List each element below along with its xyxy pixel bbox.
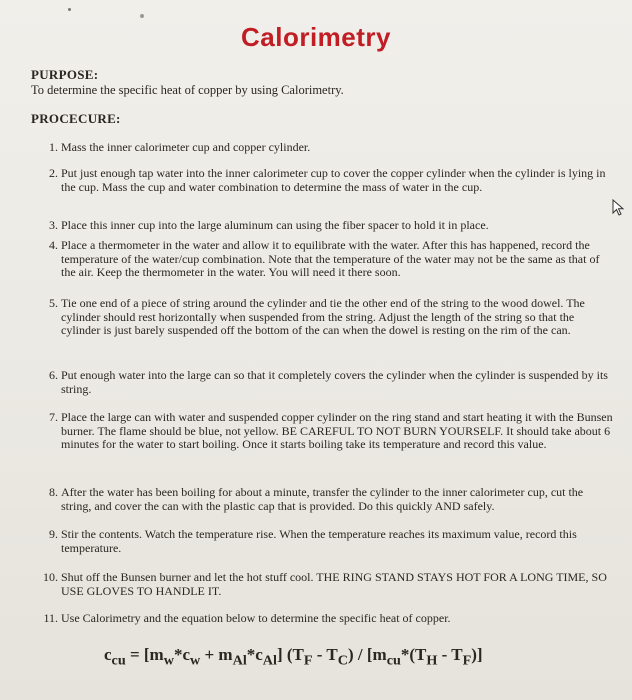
formula-part: c — [104, 645, 112, 664]
step-number: 8. — [49, 485, 58, 499]
specific-heat-equation — [104, 645, 483, 669]
step-text: Tie one end of a piece of string around the cylinder and tie the other end of the string to the wood dowel. The cylinder should rest horizontally when suspended from the string. Adjust the length of the string so that the cylinder is just barely suspended off the bottom of the can when the dowel is resting on the rim of the can. — [61, 296, 585, 338]
formula-subscript: w — [190, 652, 201, 669]
step-number: 6. — [49, 368, 58, 382]
formula-part: *c — [173, 645, 190, 664]
step-number: 1. — [49, 140, 58, 154]
step-text: Place the large can with water and suspended copper cylinder on the ring stand and start heating it with the Bunsen burner. The flame should be blue, not yellow. BE CAREFUL TO NOT BURN YOURSELF. It should take about 6 minutes for the water to start boiling. Once it starts boiling take its temperature and record this value. — [61, 410, 613, 452]
step-text: Mass the inner calorimeter cup and copper cylinder. — [61, 140, 311, 154]
formula-part: ) / [m — [347, 645, 387, 664]
formula-part: ] (T — [276, 645, 304, 664]
step-text: Use Calorimetry and the equation below to determine the specific heat of copper. — [61, 611, 451, 625]
procedure-step-11 — [31, 612, 621, 626]
formula-part: - T — [312, 645, 338, 664]
formula-subscript: F — [462, 652, 472, 669]
formula-subscript: C — [337, 652, 348, 669]
procedure-step-2 — [31, 167, 621, 194]
procedure-step-7 — [31, 411, 621, 452]
procedure-step-3 — [31, 219, 621, 233]
procedure-step-5 — [31, 297, 621, 338]
formula-subscript: cu — [111, 652, 126, 669]
purpose-text: To determine the specific heat of copper by using Calorimetry. — [31, 83, 344, 97]
step-number: 11. — [43, 611, 58, 625]
formula-subscript: H — [426, 652, 438, 669]
step-number: 2. — [49, 166, 58, 180]
formula-part: + m — [200, 645, 233, 664]
step-number: 4. — [49, 238, 58, 252]
procedure-step-4 — [31, 239, 621, 280]
step-number: 9. — [49, 527, 58, 541]
formula-part: = [m — [125, 645, 164, 664]
step-text: After the water has been boiling for about a minute, transfer the cylinder to the inner calorimeter cup, cut the string, and cover the can with the plastic cap that is provided. Do this quickly AND safely. — [61, 485, 584, 513]
formula-part: - T — [437, 645, 463, 664]
procedure-step-1 — [31, 141, 621, 155]
formula-subscript: F — [303, 652, 313, 669]
step-text: Stir the contents. Watch the temperature rise. When the temperature reaches its maximum value, record this temperature. — [61, 527, 577, 555]
procedure-step-8 — [31, 486, 621, 513]
purpose-heading: PURPOSE: — [31, 67, 99, 82]
procedure-step-9 — [31, 528, 621, 555]
step-text: Shut off the Bunsen burner and let the hot stuff cool. THE RING STAND STAYS HOT FOR A LONG TIME, SO USE GLOVES TO HANDLE IT. — [61, 570, 607, 598]
procedure-heading: PROCECURE: — [31, 111, 121, 126]
step-number: 5. — [49, 296, 58, 310]
step-text: Place this inner cup into the large aluminum can using the fiber spacer to hold it in place. — [61, 218, 489, 232]
formula-part: )] — [471, 645, 483, 664]
step-text: Put just enough tap water into the inner calorimeter cup to cover the copper cylinder when the cylinder is lying in the cup. Mass the cup and water combination to determine the mass of water in the cup. — [61, 166, 606, 194]
step-number: 7. — [49, 410, 58, 424]
speck-mark — [140, 14, 144, 18]
page-title: Calorimetry — [241, 22, 391, 52]
formula-subscript: w — [163, 652, 174, 669]
formula-part: *c — [246, 645, 263, 664]
step-text: Place a thermometer in the water and allow it to equilibrate with the water. After this has happened, record the temperature of the water/cup combination. Note that the temperature of the water may not be the same as that of the air. Keep the thermometer in the water. You will need it there soon. — [61, 238, 600, 280]
formula-subscript: Al — [232, 652, 247, 669]
step-number: 3. — [49, 218, 58, 232]
formula-part: *(T — [400, 645, 427, 664]
step-text: Put enough water into the large can so that it completely covers the cylinder when the cylinder is suspended by its string. — [61, 368, 608, 396]
mouse-pointer-icon — [612, 199, 626, 217]
procedure-step-6 — [31, 369, 621, 396]
procedure-step-10 — [31, 571, 621, 598]
speck-mark — [68, 8, 71, 11]
formula-subscript: Al — [262, 652, 277, 669]
step-number: 10. — [43, 570, 58, 584]
formula-subscript: cu — [386, 652, 401, 669]
